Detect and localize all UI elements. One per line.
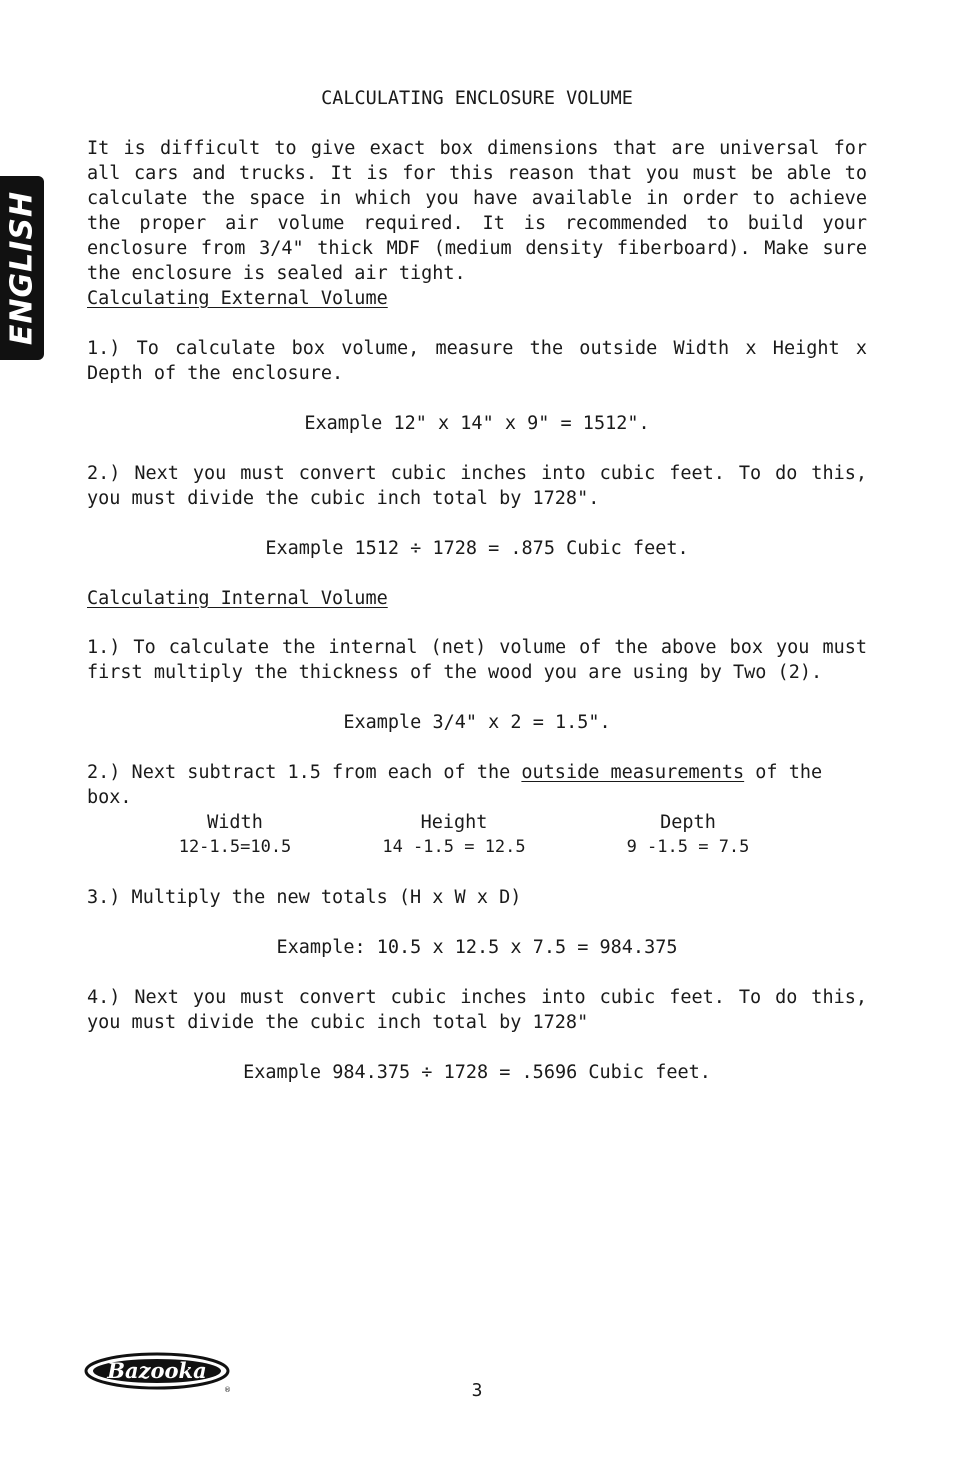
external-step-1: 1.) To calculate box volume, measure the outside Width x Height x Depth of the enclosure. xyxy=(87,338,867,384)
internal-step-4: 4.) Next you must convert cubic inches into cubic feet. To do this, you must divide the cubic inch total by 1728" xyxy=(87,987,867,1033)
internal-step-2-suffix: of the box. xyxy=(87,762,823,808)
internal-volume-heading: Calculating Internal Volume xyxy=(87,588,388,609)
svg-text:®: ® xyxy=(224,1386,231,1394)
language-tab-label: ENGLISH xyxy=(4,190,40,346)
height-label: Height xyxy=(420,812,488,833)
depth-label: Depth xyxy=(660,812,716,833)
logo-text: Bazooka xyxy=(107,1358,207,1383)
internal-example-3: Example: 10.5 x 12.5 x 7.5 = 984.375 xyxy=(276,937,678,958)
external-step-2: 2.) Next you must convert cubic inches into cubic feet. To do this, you must divide the cubic inch total by 1728". xyxy=(87,463,867,509)
internal-step-1: 1.) To calculate the internal (net) volume of the above box you must first multiply the thickness of the wood you are using by Two (2). xyxy=(87,637,867,683)
language-tab xyxy=(0,176,44,360)
internal-step-2 xyxy=(87,760,867,810)
external-volume-heading: Calculating External Volume xyxy=(87,288,388,309)
depth-value: 9 -1.5 = 7.5 xyxy=(626,837,750,857)
external-example-2: Example 1512 ÷ 1728 = .875 Cubic feet. xyxy=(265,538,689,559)
width-label: Width xyxy=(207,812,263,833)
page-title: CALCULATING ENCLOSURE VOLUME xyxy=(321,88,633,109)
intro-paragraph: It is difficult to give exact box dimensions that are universal for all cars and trucks. It is for this reason that you must be able to calculate the space in which you have available in order to achieve the proper air volume required. It is recommended to build your enclosure from 3/4" thick MDF (medium density fiberboard). Make sure the enclosure is sealed air tight. xyxy=(87,138,867,284)
page-number: 3 xyxy=(471,1380,483,1401)
width-value: 12-1.5=10.5 xyxy=(178,837,292,857)
height-column xyxy=(354,810,554,860)
internal-step-2-prefix: 2.) Next subtract 1.5 from each of the xyxy=(87,762,511,783)
depth-column xyxy=(588,810,788,860)
internal-example-4: Example 984.375 ÷ 1728 = .5696 Cubic feet. xyxy=(243,1062,711,1083)
outside-measurements-text: outside measurements xyxy=(521,762,745,783)
internal-step-3: 3.) Multiply the new totals (H x W x D) xyxy=(87,887,522,908)
external-example-1: Example 12" x 14" x 9" = 1512". xyxy=(304,413,650,434)
width-column xyxy=(135,810,335,860)
height-value: 14 -1.5 = 12.5 xyxy=(382,837,526,857)
internal-example-1: Example 3/4" x 2 = 1.5". xyxy=(343,712,611,733)
